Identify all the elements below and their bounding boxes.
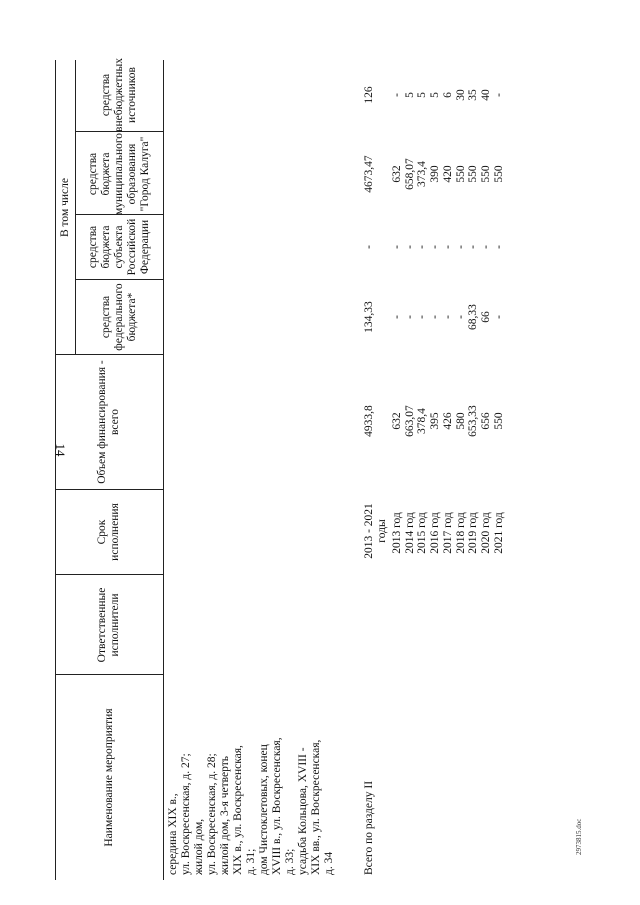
total-row-term: 2013 - 2021 годы [363, 503, 388, 559]
year-cell: 2014 год [403, 512, 416, 554]
subheader-rule [75, 60, 76, 355]
year-municipal-cell: 550 [479, 165, 492, 183]
year-total-cell: 378,4 [416, 408, 429, 434]
year-extra-cell: 5 [403, 92, 416, 98]
year-municipal-cell: 658,07 [403, 158, 416, 190]
year-federal-cell: 68,33 [467, 304, 480, 330]
year-subject-cell: - [391, 245, 403, 249]
year-cell: 2021 год [492, 512, 505, 554]
year-extra-cell: - [391, 93, 403, 97]
year-cell: 2018 год [454, 512, 467, 554]
year-cell: 2013 год [391, 512, 403, 554]
year-extra-cell: - [492, 93, 505, 97]
year-municipal-cell: 550 [492, 165, 505, 183]
year-federal-cell: 66 [479, 311, 492, 323]
year-municipal-cell: 420 [441, 165, 454, 183]
year-subject-cell: - [441, 245, 454, 249]
col-sep-3 [55, 489, 163, 490]
year-extra-cell: 30 [454, 89, 467, 101]
year-cell: 2017 год [441, 512, 454, 554]
header-municipal: средства бюджета муниципального образования "Город Калуга" [86, 132, 151, 216]
year-federal-cell: - [441, 315, 454, 319]
total-row-extra: 126 [363, 86, 375, 104]
year-total-cell: 395 [429, 412, 442, 430]
header-executors: Ответственные исполнители [96, 587, 121, 663]
header-total: Объем финансирования - всего [96, 360, 121, 484]
year-municipal-cell: 632 [391, 165, 403, 183]
year-total-cell: 550 [492, 412, 505, 430]
year-total-cell: 656 [479, 412, 492, 430]
year-subject-cell: - [429, 245, 442, 249]
header-name: Наименование мероприятия [102, 708, 115, 847]
year-municipal-cell: 373,4 [416, 161, 429, 187]
header-extra: средства внебюджетных источников [99, 58, 138, 132]
year-federal-cell: - [391, 315, 403, 319]
year-federal-cell: - [416, 315, 429, 319]
year-subject-cell: - [403, 245, 416, 249]
year-cell: 2015 год [416, 512, 429, 554]
header-bottom-rule [163, 60, 164, 880]
total-row-subject: - [363, 245, 375, 249]
year-total-cell: 663,07 [403, 405, 416, 437]
total-row-label: Всего по разделу II [363, 780, 375, 875]
year-subject-cell: - [479, 245, 492, 249]
col-sep-5 [75, 279, 163, 280]
year-municipal-cell: 390 [429, 165, 442, 183]
year-subject-cell: - [492, 245, 505, 249]
year-subject-cell: - [467, 245, 480, 249]
year-extra-cell: 35 [467, 89, 480, 101]
header-subject: средства бюджета субъекта Российской Федерации [86, 218, 151, 276]
year-total-cell: 426 [441, 412, 454, 430]
year-federal-cell: - [492, 315, 505, 319]
year-federal-cell: - [403, 315, 416, 319]
total-row-municipal: 4673,47 [363, 155, 375, 193]
year-cell: 2020 год [479, 512, 492, 554]
year-subject-cell: - [416, 245, 429, 249]
year-extra-cell: 6 [441, 92, 454, 98]
year-extra-cell: 5 [429, 92, 442, 98]
year-federal-cell: - [429, 315, 442, 319]
col-sep-2 [55, 574, 163, 575]
year-total-cell: 653,33 [467, 405, 480, 437]
page-number: 14 [53, 443, 68, 457]
total-row-total: 4933,8 [363, 405, 375, 437]
header-incl: В том числе [58, 178, 71, 237]
year-cell: 2016 год [429, 512, 442, 554]
header-federal: средства федерального бюджета* [99, 283, 138, 351]
year-federal-cell: - [454, 315, 467, 319]
document-code: 2973815.doc [575, 818, 583, 855]
year-total-cell: 632 [391, 412, 403, 430]
total-row-federal: 134,33 [363, 301, 375, 333]
year-extra-cell: 5 [416, 92, 429, 98]
financing-table [55, 60, 630, 880]
year-subject-cell: - [454, 245, 467, 249]
year-total-cell: 580 [454, 412, 467, 430]
year-municipal-cell: 550 [454, 165, 467, 183]
header-term: Срок исполнения [96, 503, 121, 561]
object-description: середина XIX в., ул. Воскресенская, д. 27; жилой дом, ул. Воскресенская, д. 28; жилой дом, 3-я четверть XIX в., ул. Воскресенская, д. 31; дом Чистоклетовых, конец XVIII в., ул. Воскресенская, д. 33; усадьба Кольцова, XVIII - XIX вв., ул. Воскресенская, д. 34 [167, 737, 335, 875]
year-cell: 2019 год [467, 512, 480, 554]
year-extra-cell: 40 [479, 89, 492, 101]
year-municipal-cell: 550 [467, 165, 480, 183]
